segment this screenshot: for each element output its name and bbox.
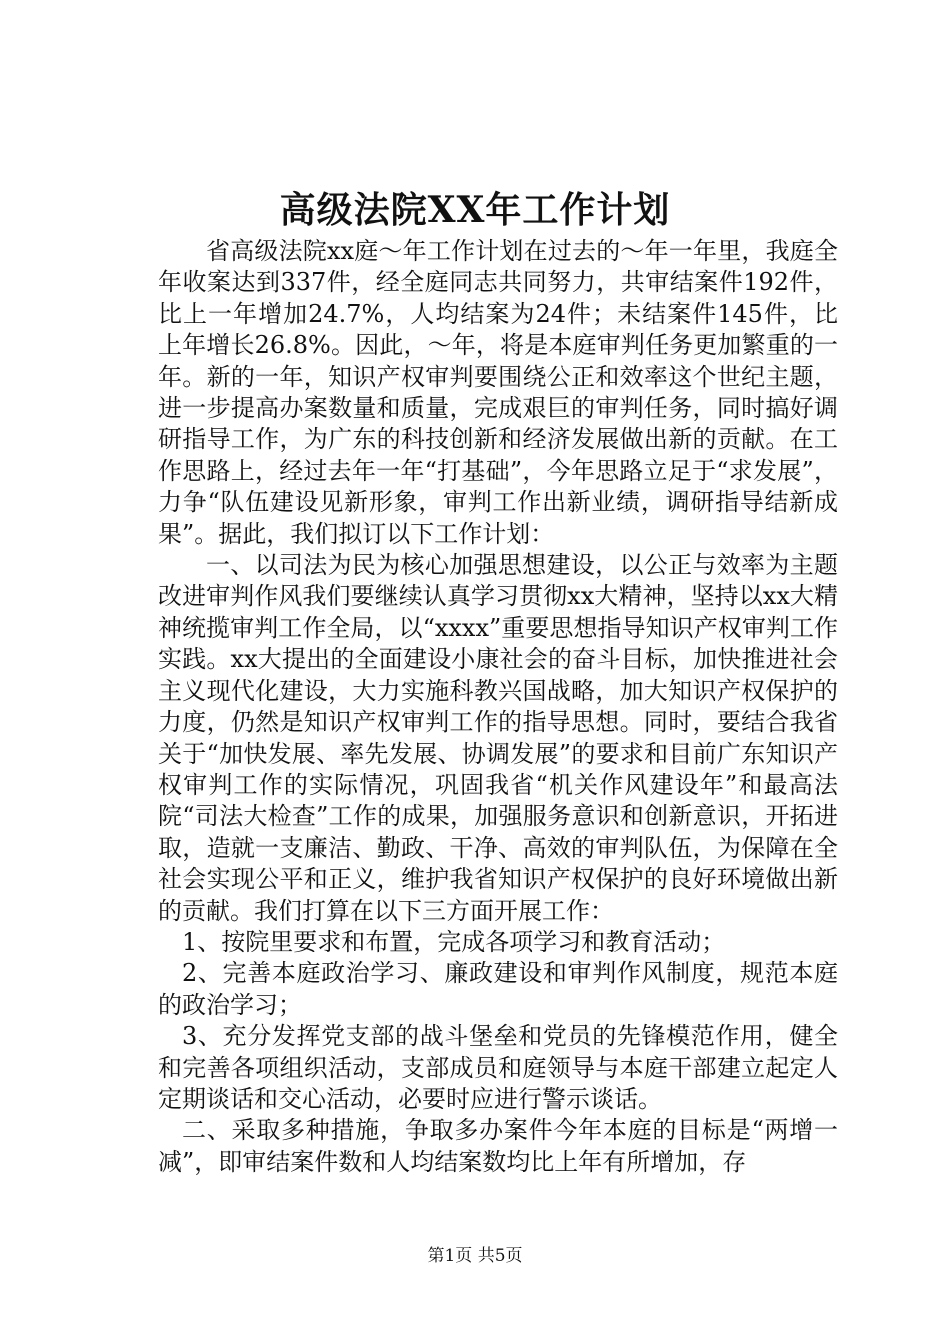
list-item-3: 3、充分发挥党支部的战斗堡垒和党员的先锋模范作用，健全和完善各项组织活动，支部成员和庭领导与本庭干部建立起定人定期谈话和交心活动，必要时应进行警示谈话。 bbox=[158, 1022, 838, 1113]
document-title: 高级法院XX年工作计划 bbox=[279, 189, 671, 231]
paragraph-section-two: 二、采取多种措施，争取多办案件今年本庭的目标是“两增一减”，即审结案件数和人均结案数均比上年有所增加，存 bbox=[158, 1116, 838, 1176]
page-number-footer: 第1页 共5页 bbox=[427, 1246, 523, 1266]
list-item-1: 1、按院里要求和布置，完成各项学习和教育活动； bbox=[182, 927, 726, 956]
list-item-2: 2、完善本庭政治学习、廉政建设和审判作风制度，规范本庭的政治学习； bbox=[158, 959, 838, 1019]
paragraph-intro: 省高级法院xx庭～年工作计划在过去的～年一年里，我庭全年收案达到337件，经全庭同志共同努力，共审结案件192件，比上一年增加24.7%，人均结案为24件；未结案件145件，比上年增长26.8%。因此，～年，将是本庭审判任务更加繁重的一年。新的一年，知识产权审判要围绕公正和效率这个世纪主题，进一步提高办案数量和质量，完成艰巨的审判任务，同时搞好调研指导工作，为广东的科技创新和经济发展做出新的贡献。在工作思路上，经过去年一年“打基础”，今年思路立足于“求发展”，力争“队伍建设见新形象，审判工作出新业绩，调研指导结新成果”。据此，我们拟订以下工作计划： bbox=[158, 237, 838, 548]
paragraph-section-one: 一、以司法为民为核心加强思想建设，以公正与效率为主题改进审判作风我们要继续认真学习贯彻xx大精神，坚持以xx大精神统揽审判工作全局，以“xxxx”重要思想指导知识产权审判工作实践。xx大提出的全面建设小康社会的奋斗目标，加快推进社会主义现代化建设，大力实施科教兴国战略，加大知识产权保护的力度，仍然是知识产权审判工作的指导思想。同时，要结合我省关于“加快发展、率先发展、协调发展”的要求和目前广东知识产权审判工作的实际情况，巩固我省“机关作风建设年”和最高法院“司法大检查”工作的成果，加强服务意识和创新意识，开拓进取，造就一支廉洁、勤政、干净、高效的审判队伍，为保障在全社会实现公平和正义，维护我省知识产权保护的良好环境做出新的贡献。我们打算在以下三方面开展工作： bbox=[158, 551, 838, 925]
document-body bbox=[158, 236, 838, 1178]
